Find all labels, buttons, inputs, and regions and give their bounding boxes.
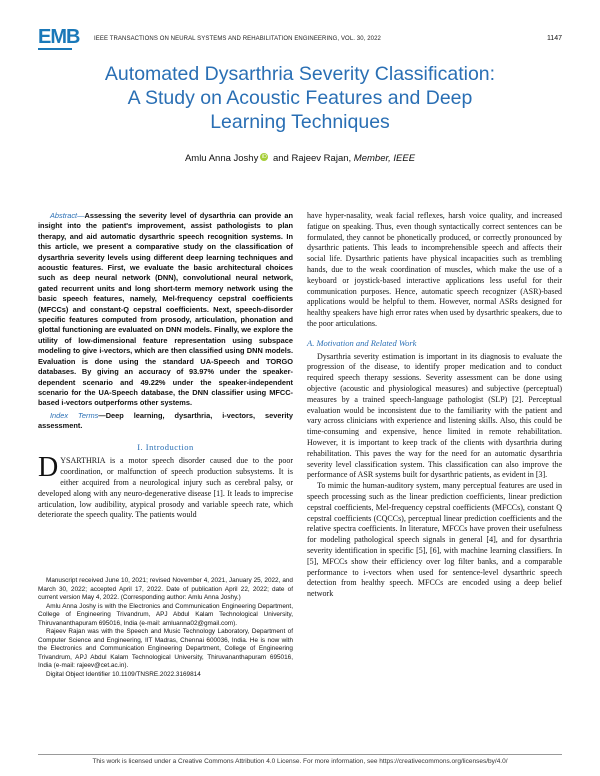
abstract-text: Assessing the severity level of dysarthria can provide an insight into the patient's improvement, assist pathologists to plan therapy, and aid automatic dysarthric speech recognition systems. In this article, we present a comparative study on the classification of dysarthria severity levels using different deep learning techniques and acoustic features. First, we evaluate the basic architectural choices such as deep neural network (DNN), convolutional neural network, gated recurrent units and long short-term memory network using the basic speech features, namely, Mel-frequency cepstral coefficients (MFCCs) and constant-Q cepstral coefficients. Next, speech-disorder specific features computed from prosody, articulation, phonation and glottal functioning are evaluated on DNN models. Finally, we explore the utility of low-dimensional feature representation using subspace modeling to give i-vectors, which are then classified using DNN models. Evaluation is done using the standard UA-Speech and TORGO databases. By giving an accuracy of 93.97% under the speaker-dependent scenario and 49.22% under the speaker-independent scenario for the UA-Speech database, the DNN classifier using MFCC-based i-vectors outperforms other systems.: [38, 211, 293, 408]
page-number: 1147: [546, 35, 562, 42]
footnote-received: Manuscript received June 10, 2021; revised November 4, 2021, January 25, 2022, and March 30, 2022; accepted April 17, 2022. Date of publication April 22, 2022; date of current version May 4, 2022. (Corresponding author: Amlu Anna Joshy.): [38, 577, 293, 601]
index-terms-label: Index Terms: [50, 410, 99, 420]
author-2: and Rajeev Rajan,: [270, 153, 354, 164]
drop-cap: D: [38, 452, 59, 484]
logo-underline: [38, 48, 72, 50]
license-footer: This work is licensed under a Creative Commons Attribution 4.0 License. For more information, see https://creativecommons.org/licenses/by/4.0/: [38, 754, 562, 765]
intro-text: YSARTHRIA is a motor speech disorder caused due to the poor coordination, or malfunction of speech production subsystems. It is either acquired from a neurological injury such as cerebral palsy, or developed along with any neuro-degenerative disease [1]. It leads to imprecise articulation, low audibility, atypical prosody and variable speech rate, which deteriorate the speech quality. The patients would: [38, 456, 293, 520]
index-terms-text: —Deep learning, dysarthria, i-vectors, severity assessment.: [38, 410, 293, 431]
abstract: [38, 211, 293, 409]
paper-title: [40, 62, 560, 134]
subsection-heading-motivation: A. Motivation and Related Work: [307, 337, 417, 348]
title-line-3: Learning Techniques: [210, 111, 390, 133]
author-line: [40, 153, 560, 164]
footnote-author-2: Rajeev Rajan was with the Speech and Music Technology Laboratory, Department of Computer Science and Engineering, IIT Madras, Chennai 600036, India. He is now with the Electronics and Communication Engineering Department, College of Engineering Trivandrum, APJ Abdul Kalam Technological University, Thiruvananthapuram 695016, India (e-mail: rajeev@cet.ac.in).: [38, 628, 293, 669]
index-terms: [38, 411, 293, 432]
journal-name: IEEE TRANSACTIONS ON NEURAL SYSTEMS AND REHABILITATION ENGINEERING, VOL. 30, 2022: [94, 36, 381, 42]
running-header: [38, 26, 562, 49]
intro-paragraph: [38, 452, 293, 521]
abstract-label: Abstract: [50, 211, 78, 220]
left-column: [38, 211, 293, 521]
footnote-author-1: Amlu Anna Joshy is with the Electronics and Communication Engineering Department, College of Engineering Trivandrum, APJ Abdul Kalam Technological University, Thiruvananthapuram 695016, India (e-mail: amluanna02@gmail.com).: [38, 602, 293, 627]
title-line-2: A Study on Acoustic Features and Deep: [127, 87, 473, 109]
abstract-dash: —: [77, 211, 85, 220]
right-column: [307, 211, 562, 600]
footnote-doi: Digital Object Identifier 10.1109/TNSRE.2022.3169814: [46, 670, 201, 678]
right-paragraph-1: have hyper-nasality, weak facial reflexes, harsh voice quality, and increased fatigue on speaking. Thus, even though syntactically correct sentences can be formulated, they cannot be phonetically produced, or correctly pronounced by dysarthric patients. This leads to incomprehensible speech and affects their social life. Dysarthric patients have physical incapacities such as trembling hands, due to the weak coordination of muscles, which make the use of a keyboard or joystick-based interactive applications less useful for their communication purposes. Hence, automatic speech recognizer (ASR)-based applications would be helpful to them. However, normal ASRs designed for healthy speakers have high error rates when used by dysarthric speakers, due to the poor articulations.: [307, 211, 562, 328]
footnotes: [38, 577, 293, 679]
title-line-1: Automated Dysarthria Severity Classification:: [104, 63, 496, 85]
author-2-membership: Member, IEEE: [353, 153, 416, 164]
author-1: Amlu Anna Joshy: [184, 153, 259, 164]
orcid-icon[interactable]: iD: [261, 154, 267, 160]
right-paragraph-2: Dysarthria severity estimation is important in its diagnosis to evaluate the progression of the disease, to identify proper medication and to conduct required speech therapy sessions. Severity assessment can be done using objective (acoustic and physiological measures) and subjective (perceptual) measures by a trained speech-language pathologist (SLP) [2]. Perceptual evaluation would be inconsistent due to the familiarity with the patient and vary across clinicians with experience and listening skills. Also, this could be time-consuming and expensive, hence limited in remote rehabilitation. However, it is important to keep track of the clients with dysarthria during rehabilitation. This paves the way for the need for an automatic dysarthria severity level classification system. This classification can also improve the performance of ASR systems built for dysarthric patients, as evident in [3].: [307, 351, 562, 480]
right-paragraph-3: To mimic the human-auditory system, many perceptual features are used in speech processing such as the linear prediction coefficients, linear prediction cepstral coefficients, Mel-frequency cepstral coefficients (MFCCs), constant Q cepstral coefficients (CQCCs), perceptual linear prediction coefficients and the relative spectra coefficients. In literature, MFCCs have proven their usefulness for modeling pathological speech signals in general [4], and for dysarthria severity identification in specific [5], [6], with machine learning classifiers. In [5], MFCCs show their efficiency over log filter banks, and a comparable performance to i-vectors when used for sentence-level dysarthric speech detection from healthy speech. MFCCs are encoded using a deep belief network: [307, 481, 562, 599]
embs-logo: EMB: [38, 26, 80, 48]
section-heading-introduction: I. Introduction: [137, 441, 194, 452]
